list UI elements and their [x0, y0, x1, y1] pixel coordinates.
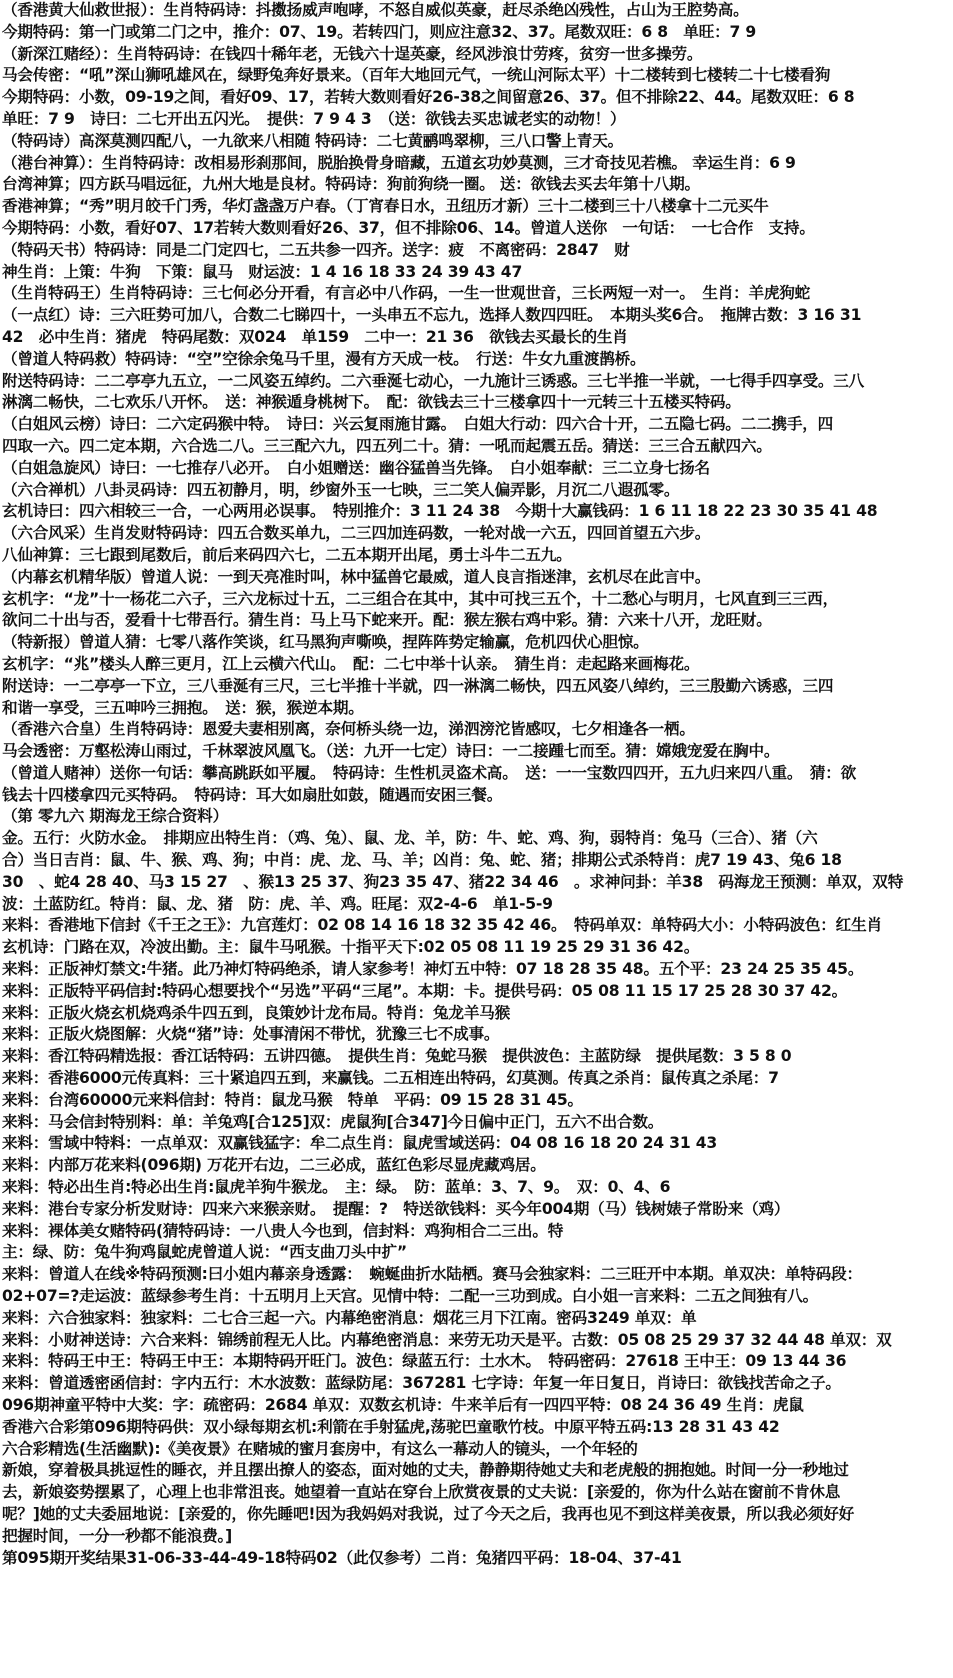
- text-line: 来料：港台专家分析发财诗：四来六来猴亲财。 提醒：? 特送欲钱料：买今年004期（马）钱树婊子常盼来（鸡）: [2, 1199, 790, 1218]
- text-line: 来料：特码王中王：特码王中王：本期特码开旺门。波色：绿蓝五行：土水木。 特码密码：27618 王中王：09 13 44 36: [2, 1352, 847, 1371]
- text-line: 主：绿、防：兔牛狗鸡鼠蛇虎曾道人说：“西支曲刀头中扩”: [2, 1243, 407, 1262]
- text-line: 来料：曾道透密函信封：字内五行：木水波数：蓝绿防尾：367281 七字诗：年复一年日复日，肖诗曰：欲钱找苦命之子。: [2, 1374, 841, 1393]
- text-line: 30 、蛇4 28 40、马3 15 27 、猴13 25 37、狗23 35 47、猪22 34 46 。求神问卦：羊38 码海龙王预测：单双，双特: [2, 872, 904, 891]
- text-line: 香港神算；“秀”明月皎千门秀，华灯盏盏万户春。（丁宵春日水，丑纽历才新）三十二楼到三十八楼拿十二元买牛: [2, 197, 769, 216]
- text-line: 钱去十四楼拿四元买特码。 特码诗：耳大如扇肚如鼓，随遇而安困三餐。: [2, 785, 503, 804]
- text-line: 玄机诗曰：四六相较三一合，一心两用必误事。 特别推介：3 11 24 38 今期十大赢钱码：1 6 11 18 22 23 30 35 41 48: [2, 502, 878, 521]
- text-line: 合）当日吉肖：鼠、牛、猴、鸡、狗；中肖：虎、龙、马、羊；凶肖：兔、蛇、猪；排期公式杀特肖：虎7 19 43、兔6 18: [2, 851, 842, 870]
- text-line: 096期神童平特中大奖：字：疏密码：2684 单双：双数玄机诗：牛来羊后有一四四平特：08 24 36 49 生肖：虎鼠: [2, 1396, 804, 1414]
- text-line: （一点红）诗：三六旺势可加八，合数二七睇四十，一头串五不忘九，选择人数四四旺。 本期头奖6合。 拖牌古数：3 16 31: [2, 306, 862, 325]
- text-line: 来料：香港6000元传真料：三十紧追四五到，来赢钱。二五相连出特码，幻莫测。传真之杀肖：鼠传真之杀尾：7: [2, 1069, 779, 1088]
- text-line: 神生肖：上策：牛狗 下策：鼠马 财运波：1 4 16 18 33 24 39 43 47: [2, 262, 523, 281]
- text-line: 今期特码：小数，看好07、17若转大数则看好26、37，但不排除06、14。曾道人送你 一句话： 一七合作 支持。: [2, 218, 815, 237]
- text-line: （生肖特码王）生肖特码诗：三七何必分开看，有言必中八作码，一生一世观世音，三长两短一对一。 生肖：羊虎狗蛇: [2, 284, 811, 303]
- text-line: 附送特码诗：二二亭亭九五立，一二风姿五绰约。二六垂涎七动心，一九施计三诱惑。三七半推一半就，一七得手四享受。三八: [2, 371, 865, 390]
- text-line: 和谐一享受，三五呻吟三拥抱。 送：猴，猴逆本期。: [2, 698, 364, 717]
- text-line: 来料：特必出生肖:特必出生肖:鼠虎羊狗牛猴龙。 主：绿。 防：蓝单：3、7、9。 双：0、4、6: [2, 1178, 671, 1197]
- text-line: （特码诗）高深莫测四配八，一九欲来八相随 特码诗：二七黄鹂鸣翠柳，三八口警上青天。: [2, 131, 623, 150]
- text-line: 来料：正版火烧玄机烧鸡杀牛四五到，良策妙计龙布局。特肖：兔龙羊马猴: [2, 1003, 510, 1022]
- text-line: （曾道人特码救）特码诗：“空”空徐余兔马千里，漫有方天成一枝。 行送：牛女九重渡鹊桥。: [2, 349, 646, 368]
- text-line: （特新报）曾道人猜：七零八落作笑谈，红马黑狗声嘶唤，捏阵阵势定输赢，危机四伏心胆惊。: [2, 633, 649, 652]
- text-line: 来料：裸体美女赌特码(猜特码诗：一八贵人今也到，信封料：鸡狗相合二三出。特: [2, 1221, 564, 1240]
- text-line: （内幕玄机精华版）曾道人说：一到天亮准时叫，林中猛兽它最威，道人良言指迷津，玄机尽在此言中。: [2, 567, 711, 586]
- text-line: 来料：马会信封特别料：单：羊兔鸡[合125]双：虎鼠狗[合347]今日偏中正门，五六不出合数。: [2, 1112, 664, 1131]
- text-line: （白姐风云榜）诗曰：二六定码猴中特。 诗曰：兴云复雨施甘露。 白姐大行动：四六合十开，二五隐七码。二二携手，四: [2, 415, 834, 434]
- text-line: （港台神算）：生肖特码诗：改相易形刹那间，脱胎换骨身暗藏，五道玄功妙莫测，三才奇技见若樵。 幸运生肖：6 9: [2, 153, 796, 172]
- text-line: 单旺：7 9 诗曰：二七开出五闪光。 提供：7 9 4 3 （送：欲钱去买忠诚老实的动物！）: [2, 109, 626, 128]
- text-line: 来料：台湾60000元来料信封：特肖：鼠龙马猴 特单 平码：09 15 28 31 45。: [2, 1090, 583, 1109]
- text-line: 来料：香港地下信封《千王之王》：九宫莲灯：02 08 14 16 18 32 35 42 46。 特码单双：单特码大小：小特码波色：红生肖: [2, 916, 882, 935]
- text-line: 香港六合彩第096期特码供：双小绿每期玄机:利箭在手射猛虎,荡驼巴童歌竹枝。中原平特五码:13 28 31 43 42: [2, 1417, 780, 1436]
- text-line: 02+07=?走运波：蓝绿参考生肖：十五明月上天宫。见情中特：二配一三功到成。白小姐一言来料：二五之间独有八。: [2, 1287, 819, 1306]
- text-line: 来料：小财神送诗：六合来料：锦绣前程无人比。内幕绝密消息：来劳无功天是平。古数：05 08 25 29 37 32 44 48 单双：双: [2, 1330, 892, 1349]
- text-line: [2, 1635, 951, 1657]
- text-line: （特码天书）特码诗：同是二门定四七，二五共参一四齐。送字：疲 不离密码：2847 财: [2, 240, 630, 259]
- text-line: 第095期开奖结果31-06-33-44-49-18特码02（此仅参考）二肖：兔猪四平码：18-04、37-41: [2, 1548, 682, 1567]
- text-line: 来料：香江特码精选报：香江话特码：五讲四德。 提供生肖：兔蛇马猴 提供波色：主蓝防绿 提供尾数：3 5 8 0: [2, 1047, 792, 1066]
- text-line: （白姐急旋风）诗曰：一七推存八必开。 白小姐赠送：幽谷猛兽当先锋。 白小姐奉献：三二立身七扬名: [2, 458, 710, 477]
- text-line: 来料：曾道人在线※特码预测:曰小姐内幕亲身透露： 蜿蜒曲折水陆栖。赛马会独家料：二三旺开中本期。单双决：单特码段：: [2, 1265, 862, 1284]
- section-heading: （第 零九六 期海龙王综合资料）: [2, 807, 228, 826]
- text-line: 玄机字：“兆”楼头人醉三更月，江上云横六代山。 配：二七中举十认亲。 猜生肖：走起路来画梅花。: [2, 654, 700, 673]
- text-line: 玄机字：“龙”十一杨花二六子，三六龙标过十五，二三组合在其中，其中可找三五个，十二愁心与明月，七风直到三三西，: [2, 589, 838, 608]
- text-line: 马会透密：万壑松涛山雨过，千林翠波风凰飞。（送：九开一七定）诗曰：一二接踵七而至。猜：嫦娥宠爱在胸中。: [2, 742, 780, 761]
- text-line: [2, 1613, 951, 1635]
- text-line: 马会传密：“吼”深山狮吼雄风在，绿野兔奔好景来。（百年大地回元气，一统山河际太平）十二楼转到七楼转二十七楼看狗: [2, 66, 831, 85]
- text-line: （新深江赌经）：生肖特码诗：在钱四十稀年老，无钱六十逞英豪，经风涉浪廿劳疼，贫穷一世多操劳。: [2, 44, 703, 63]
- text-line: 今期特码：第一门或第二门之中，推介：07、19。若转四门，则应注意32、37。尾数双旺：6 8 单旺：7 9: [2, 22, 757, 41]
- text-line: 来料：雪域中特料：一点单双：双赢钱猛字：牟二点生肖：鼠虎雪域送码：04 08 16 18 20 24 31 43: [2, 1134, 717, 1153]
- text-line: （六合风采）生肖发财特码诗：四五合数买单九，二三四加连码数，一轮对战一六五，四回首望五六步。: [2, 524, 711, 543]
- text-line: [2, 1591, 951, 1613]
- text-line: 新娘，穿着极具挑逗性的睡衣，并且摆出撩人的姿态，面对她的丈夫，静静期待她丈夫和老虎般的拥抱她。时间一分一秒地过: [2, 1461, 849, 1480]
- text-line: 来料：六合独家料：独家料：二七合三起一六。内幕绝密消息：烟花三月下江南。密码3249 单双：单: [2, 1308, 697, 1327]
- text-line: 来料：正版特平码信封:特码心想要找个“另选”平码“三尾”。本期：卡。提供号码：05 08 11 15 17 25 28 30 37 42。: [2, 981, 848, 1000]
- text-line: 八仙神算：三七跟到尾数后，前后来码四六七，二五本期开出尾，勇士斗牛二五九。: [2, 545, 572, 564]
- text-line: 六合彩精选(生活幽默):《美夜景》在赌城的蜜月套房中，有这么一幕动人的镜头，一个年轻的: [2, 1439, 638, 1458]
- draw-results-line: [2, 1657, 951, 1678]
- text-line: 呢？]她的丈夫委屈地说：[亲爱的，你先睡吧!因为我妈妈对我说，过了今天之后，我再也见不到这样美夜景，所以我必须好好: [2, 1504, 855, 1523]
- text-line: 金。五行：火防水金。 排期应出特生肖：（鸡、兔）、鼠、龙、羊，防：牛、蛇、鸡、狗，弱特肖：兔马（三合）、猪（六: [2, 829, 818, 848]
- text-line: （香港六合皇）生肖特码诗：恩爱夫妻相别离，奈何桥头绕一边，涕泗滂沱皆感叹，七夕相逢各一栖。: [2, 720, 695, 739]
- text-line: 四取一六。四二定本期，六合选二八。三三配六九，四五列二十。猜：一吼而起震五岳。猜送：三三合五献四六。: [2, 436, 772, 455]
- text-line: [2, 1569, 951, 1591]
- text-line: 玄机诗：门路在双，冷波出勤。主：鼠牛马吼猴。十指平天下:02 05 08 11 19 25 29 31 36 42。: [2, 938, 700, 957]
- text-line: 欲问二十出与否，爱看十七带吾行。猜生肖：马上马下蛇来开。配：猴左猴右鸡中彩。猜：六来十八开，龙旺财。: [2, 611, 772, 630]
- text-line: 来料：内部万花来料(096期) 万花开右边，二三必成，蓝红色彩尽显虎藏鸡居。: [2, 1156, 546, 1175]
- text-line: 波：土蓝防红。特肖：鼠、龙、猪 防：虎、羊、鸡。旺尾：双2-4-6 单1-5-9: [2, 894, 553, 913]
- text-line: 把握时间，一分一秒都不能浪费。]: [2, 1526, 233, 1545]
- text-line: 42 必中生肖：猪虎 特码尾数：双024 单159 二中一：21 36 欲钱去买最长的生肖: [2, 327, 628, 346]
- text-line: （六合禅机）八卦灵码诗：四五初静月，明，纱窗外玉一七映，三二笑人偏弄影，月沉二八遐孤零。: [2, 480, 680, 499]
- text-line: 去，新娘姿势摆累了，心理上也非常沮丧。她望着一直站在穿台上欣赏夜景的丈夫说：[亲爱的，你为什么站在窗前不肯休息: [2, 1483, 841, 1502]
- text-line: （香港黄大仙救世报）：生肖特码诗：抖擞扬威声咆哮，不怒自威似英豪，赶尽杀绝凶残性，占山为王腔势高。: [2, 1, 749, 19]
- text-line: 来料：正版神灯禁文:牛猪。此乃神灯特码绝杀，请人家参考！神灯五中特：07 18 28 35 48。五个平：23 24 25 35 45。: [2, 960, 864, 979]
- text-line: （曾道人赌神）送你一句话：攀高跳跃如平履。 特码诗：生性机灵盗术高。 送：一一宝数四四开，五九归来四八重。 猜：欲: [2, 763, 857, 782]
- text-line: 来料：正版火烧图解：火烧“猪”诗：处事清闲不带忧，犹豫三七不成事。: [2, 1025, 500, 1044]
- text-line: 台湾神算；四方跃马唱远征，九州大地是良材。特码诗：狗前狗绕一圈。 送：欲钱去买去年第十八期。: [2, 175, 700, 194]
- text-line: 附送诗：一二亭亭一下立，三八垂涎有三尺，三七半推十半就，四一淋漓二畅快，四五风姿八绰约，三三殷勤六诱惑，三四: [2, 676, 834, 695]
- text-line: 今期特码：小数，09-19之间，看好09、17，若转大数则看好26-38之间留意26、37。但不排除22、44。尾数双旺：6 8: [2, 88, 855, 107]
- text-line: 淋漓二畅快，二七欢乐八开怀。 送：神猴遁身桃树下。 配：欲钱去三十三楼拿四十一元转三十五楼买特码。: [2, 393, 741, 412]
